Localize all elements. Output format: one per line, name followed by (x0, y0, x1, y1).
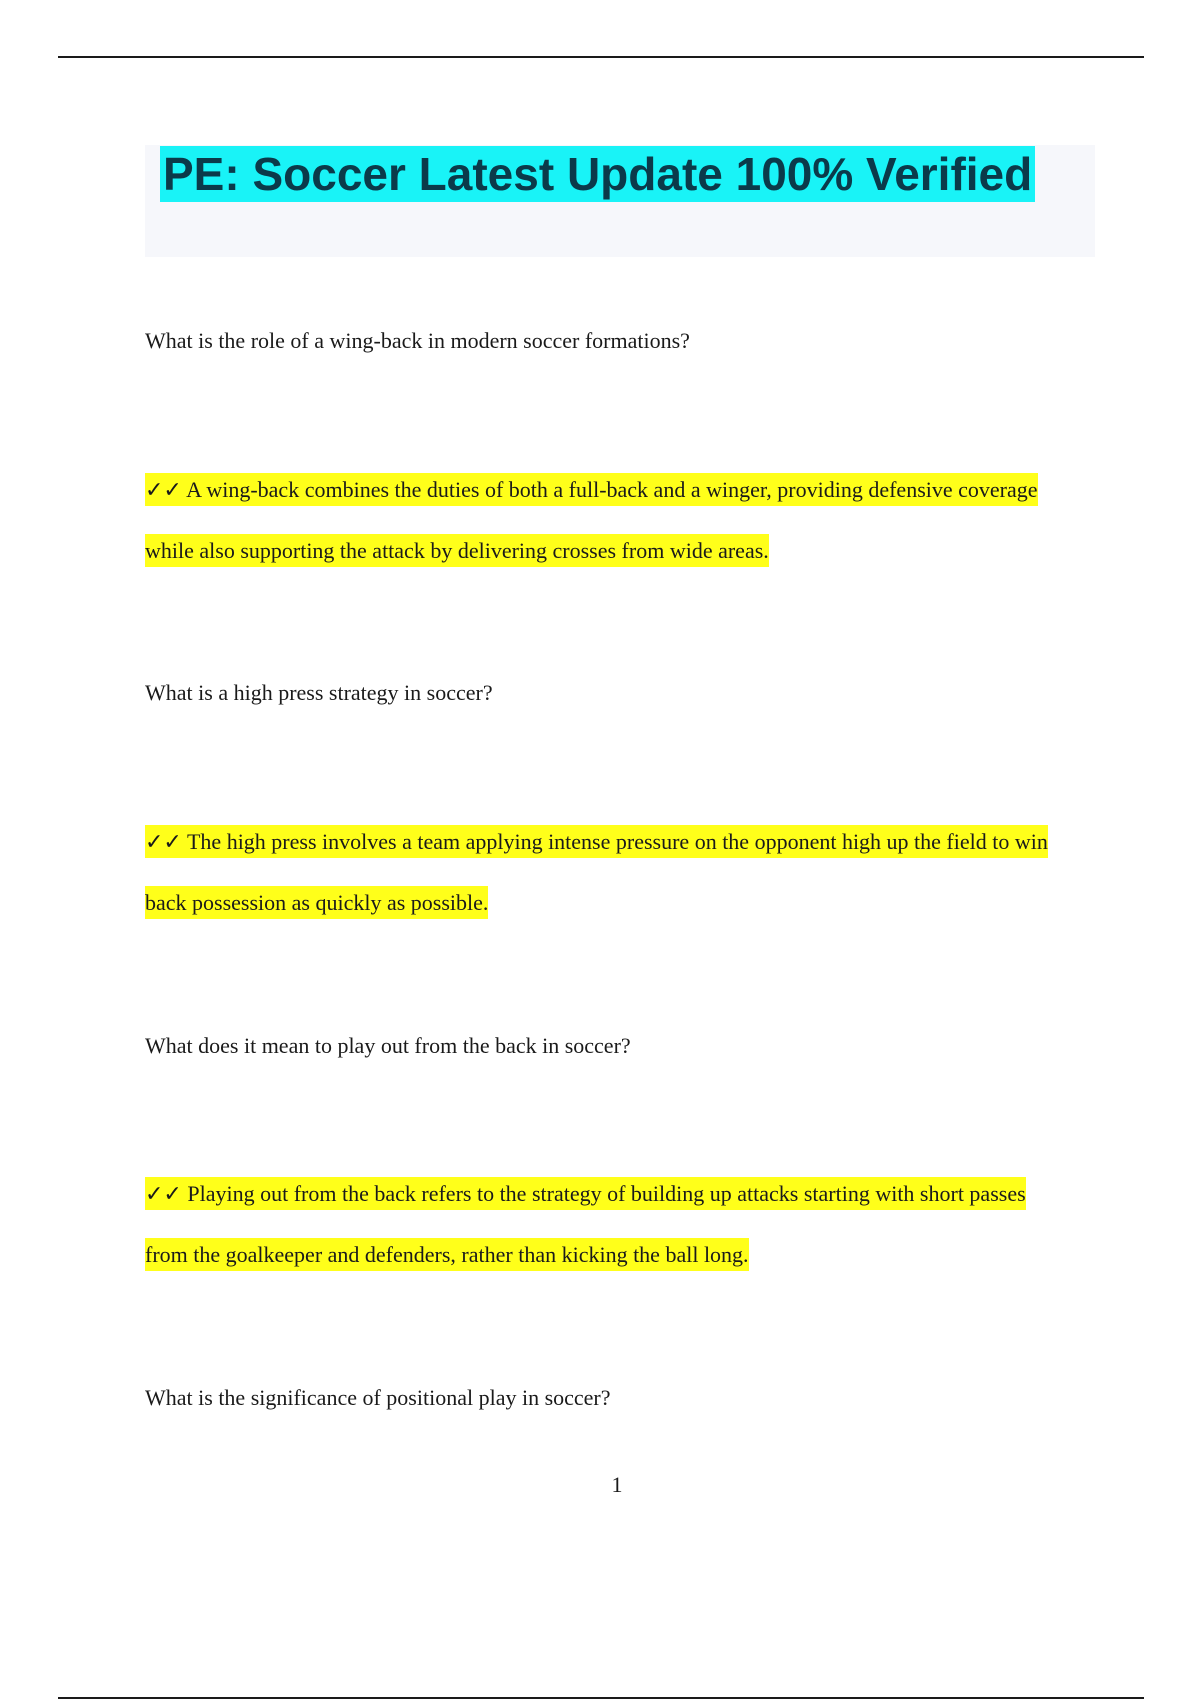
qa-item-4 (145, 1383, 1085, 1413)
qa-item-1 (145, 326, 1085, 356)
document-title: PE: Soccer Latest Update 100% Verified (160, 146, 1035, 202)
qa-item-3 (145, 1031, 1085, 1061)
qa-item-2 (145, 678, 1085, 708)
answer-block (145, 812, 1085, 933)
question-text: What is the significance of positional play in soccer? (145, 1385, 611, 1410)
question-text: What is the role of a wing-back in modern soccer formations? (145, 328, 690, 353)
answer-highlight (145, 473, 1038, 567)
answer-highlight (145, 825, 1048, 919)
answer-item-2 (145, 812, 1085, 933)
answer-item-1 (145, 460, 1045, 581)
double-check-icon: ✓✓ (145, 478, 182, 503)
footer-rule (58, 1697, 1144, 1699)
answer-text: A wing-back combines the duties of both a full-back and a winger, providing defensive coverage while also supporting the attack by delivering crosses from wide areas. (145, 477, 1038, 563)
question-text: What does it mean to play out from the back in soccer? (145, 1033, 631, 1058)
answer-block (145, 1164, 1057, 1285)
page-number: 1 (611, 1472, 623, 1497)
answer-highlight (145, 1177, 1026, 1271)
double-check-icon: ✓✓ (145, 1182, 182, 1207)
answer-item-3 (145, 1164, 1057, 1285)
question-text: What is a high press strategy in soccer? (145, 680, 493, 705)
double-check-icon: ✓✓ (145, 830, 182, 855)
header-rule (58, 56, 1144, 58)
answer-block (145, 460, 1045, 581)
answer-text: The high press involves a team applying intense pressure on the opponent high up the field to win back possession as quickly as possible. (145, 829, 1048, 915)
answer-text: Playing out from the back refers to the strategy of building up attacks starting with short passes from the goalkeeper and defenders, rather than kicking the ball long. (145, 1181, 1026, 1267)
